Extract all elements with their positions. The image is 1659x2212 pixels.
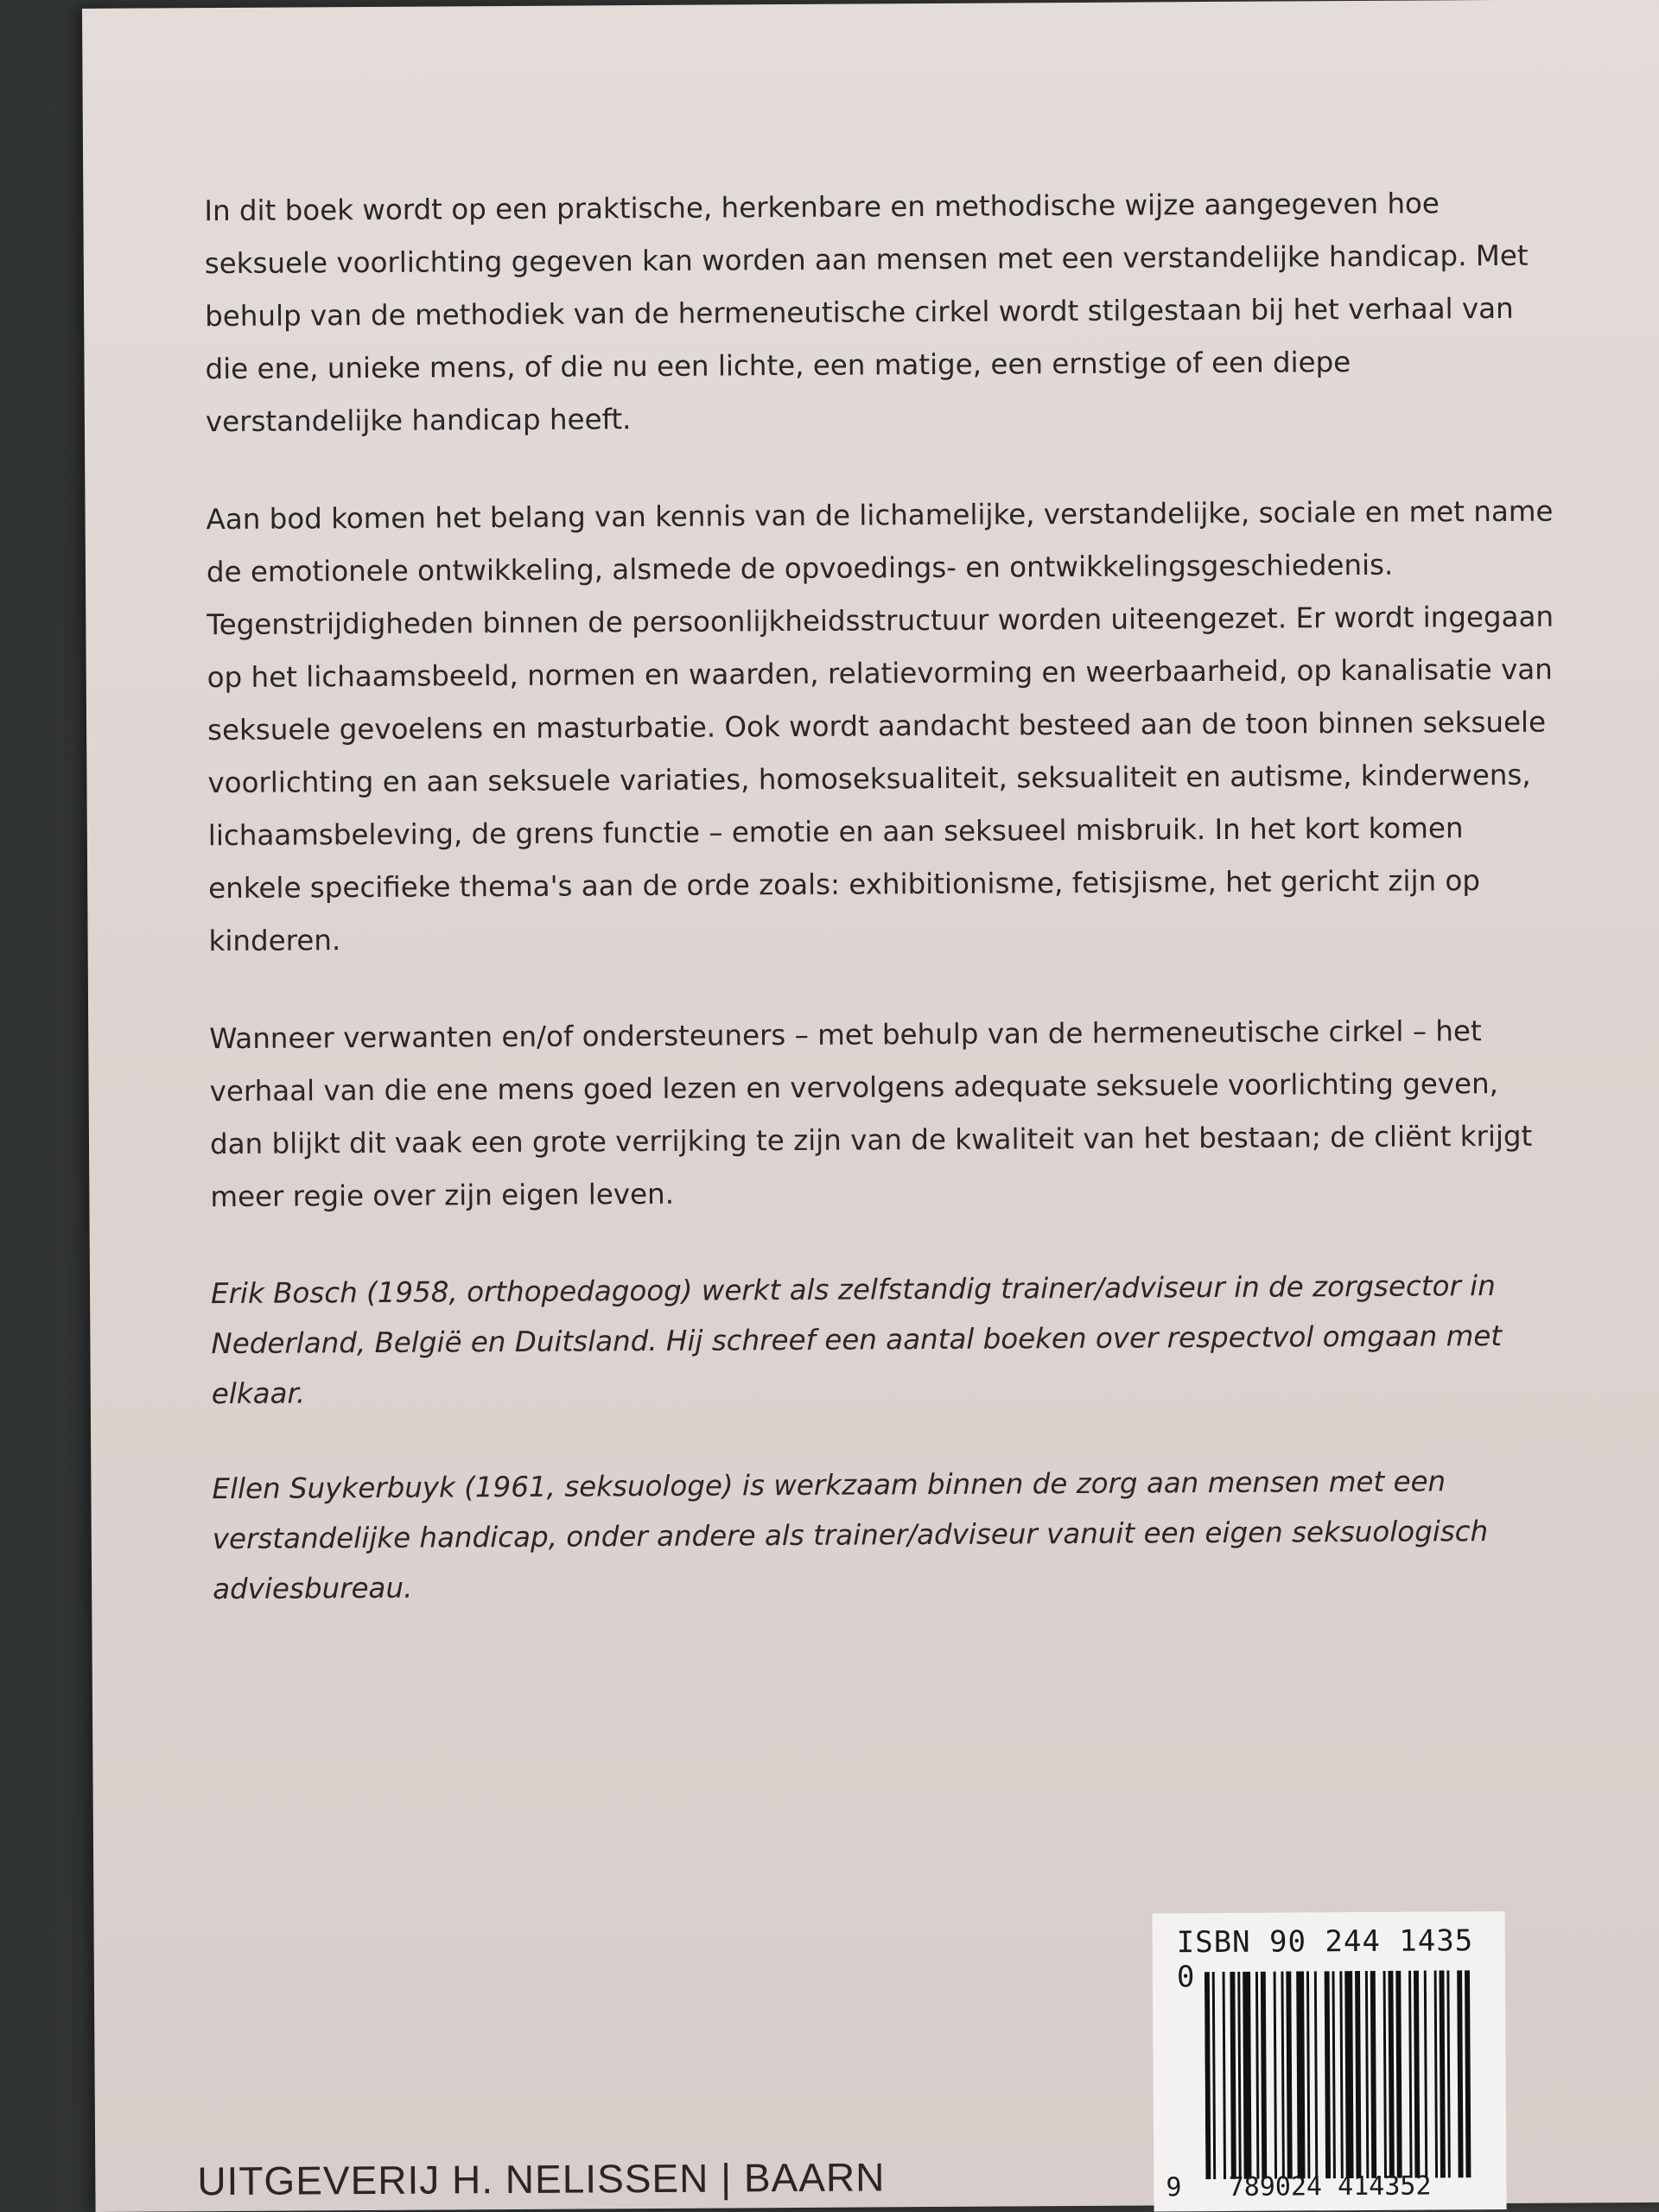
blurb-paragraph-topics: Aan bod komen het belang van kennis van de lichamelijke, verstandelijke, sociale en met name de emotionele ontwikkeling, alsmede de opvoedings- en ontwikkelingsgeschiedenis. Tegenstrijdigheden binnen de persoonlijkheidsstructuur worden uiteengezet. Er wordt ingegaan op het lichaamsbeeld, normen en waarden, relatievorming en weerbaarheid, op kanalisatie van seksuele gevoelens en masturbatie. Ook wordt aandacht besteed aan de toon binnen seksuele voorlichting en aan seksuele variaties, homoseksualiteit, seksualiteit en autisme, kinderwens, lichaamsbeleving, de grens functie – emotie en aan seksueel misbruik. In het kort komen enkele specifieke thema's aan de orde zoals: exhibitionisme, fetisjisme, het gericht zijn op kinderen. <box>206 494 1554 958</box>
barcode-bar-29 <box>1446 1970 1450 2177</box>
barcode-bar-21 <box>1383 1971 1387 2178</box>
barcode-bar-10 <box>1286 1971 1292 2178</box>
barcode-bar-19 <box>1365 1971 1369 2178</box>
isbn-label: ISBN 90 244 1435 0 <box>1176 1923 1474 1995</box>
barcode-bar-2 <box>1223 1972 1226 2179</box>
barcode-bar-11 <box>1296 1971 1305 2178</box>
barcode-bar-15 <box>1332 1971 1336 2178</box>
barcode-bar-18 <box>1355 1971 1361 2178</box>
barcode-bar-1 <box>1212 1972 1216 2179</box>
barcode-bar-9 <box>1281 1972 1284 2179</box>
barcode-bar-6 <box>1255 1972 1259 2179</box>
barcode-bar-20 <box>1370 1971 1376 2178</box>
barcode-bar-16 <box>1339 1971 1343 2178</box>
barcode-bar-26 <box>1424 1971 1427 2178</box>
blurb-paragraph-intro: In dit boek wordt op een praktische, herkenbare en methodische wijze aangegeven hoe seksuele voorlichting gegeven kan worden aan mensen met een verstandelijke handicap. Met behulp van de methodiek van de hermeneutische cirkel wordt stilgestaan bij het verhaal van die ene, unieke mens, of die nu een lichte, een matige, een ernstige of een diepe verstandelijke handicap heeft. <box>204 187 1529 439</box>
barcode-bar-0 <box>1205 1972 1211 2179</box>
barcode-bar-31 <box>1465 1970 1471 2177</box>
barcode-bar-30 <box>1457 1970 1463 2177</box>
author-bio-erik-bosch: Erik Bosch (1958, orthopedagoog) werkt als zelfstandig trainer/adviseur in de zorgsector in Nederland, België en Duitsland. Hij schreef een aantal boeken over respectvol omgaan met elkaar. <box>210 1269 1503 1411</box>
blurb-paragraph-conclusion: Wanneer verwanten en/of ondersteuners – met behulp van de hermeneutische cirkel – het verhaal van die ene mens goed lezen en vervolgens adequate seksuele voorlichting geven, dan blijkt dit vaak een grote verrijking te zijn van de kwaliteit van het bestaan; de cliënt krijgt meer regie over zijn eigen leven. <box>209 1014 1533 1214</box>
barcode-bar-5 <box>1243 1972 1251 2179</box>
barcode-bar-12 <box>1306 1971 1310 2178</box>
barcode-bar-24 <box>1408 1971 1412 2178</box>
publisher-imprint: UITGEVERIJ H. NELISSEN | BAARN <box>197 2154 886 2204</box>
barcode-bar-7 <box>1261 1972 1267 2179</box>
isbn-barcode-box <box>1152 1911 1506 2211</box>
author-bio-ellen-suykerbuyk: Ellen Suykerbuyk (1961, seksuologe) is werkzaam binnen de zorg aan mensen met een verstandelijke handicap, onder andere als trainer/adviseur vanuit een eigen seksuologisch adviesbureau. <box>212 1465 1489 1606</box>
barcode-bar-14 <box>1325 1971 1331 2178</box>
barcode-bar-13 <box>1314 1971 1318 2178</box>
book-back-cover <box>82 0 1659 2212</box>
barcode-bar-4 <box>1237 1972 1241 2179</box>
barcode-bar-27 <box>1434 1970 1438 2177</box>
barcode <box>1205 1970 1473 2179</box>
barcode-bar-3 <box>1230 1972 1236 2179</box>
blurb-text <box>204 177 1560 1659</box>
barcode-bar-17 <box>1344 1971 1353 2178</box>
barcode-digits: 9 789024 414352 <box>1166 2171 1432 2203</box>
barcode-bar-8 <box>1274 1972 1277 2179</box>
barcode-bar-23 <box>1395 1971 1402 2178</box>
barcode-bar-25 <box>1414 1971 1420 2178</box>
barcode-bar-22 <box>1388 1971 1394 2178</box>
barcode-bar-28 <box>1440 1970 1446 2177</box>
